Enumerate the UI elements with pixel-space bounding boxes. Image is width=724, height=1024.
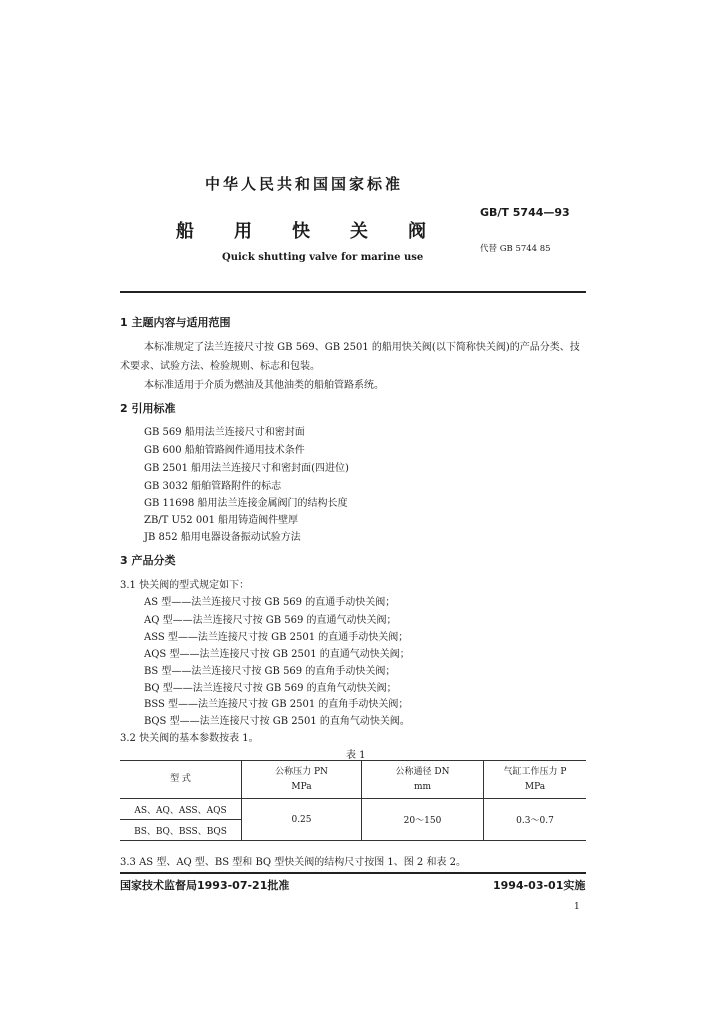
title-char: 快 [292, 221, 310, 242]
column-header-cylinder-pressure: 气缸工作压力 P MPa [484, 761, 587, 799]
valve-type-item: BSS 型——法兰连接尺寸按 GB 2501 的直角手动快关阀； [144, 699, 409, 710]
table-cell-pn: 0.25 [242, 799, 362, 841]
reference-item: GB 3032 船舶管路附件的标志 [144, 481, 282, 492]
national-standard-heading: 中华人民共和国国家标准 [205, 175, 404, 193]
reference-item: GB 2501 船用法兰连接尺寸和密封面(四进位) [144, 463, 349, 474]
clause-3-2: 3.2 快关阀的基本参数按表 1。 [120, 733, 259, 744]
valve-type-item: AS 型——法兰连接尺寸按 GB 569 的直通手动快关阀； [144, 597, 396, 608]
section-1-heading: 1 主题内容与适用范围 [120, 316, 231, 329]
table-caption: 表 1 [346, 750, 366, 761]
document-title [176, 217, 426, 243]
clause-3-1: 3.1 快关阀的型式规定如下： [120, 580, 250, 591]
header-divider [120, 291, 586, 293]
footer-divider [120, 872, 586, 874]
implementation-date: 1994-03-01实施 [493, 879, 586, 892]
valve-type-item: BS 型——法兰连接尺寸按 GB 569 的直角手动快关阀； [144, 666, 396, 677]
valve-type-item: BQS 型——法兰连接尺寸按 GB 2501 的直角气动快关阀。 [144, 716, 410, 727]
replaces-note: 代替 GB 5744 85 [480, 244, 551, 254]
section-1-paragraph: 本标准适用于介质为燃油及其他油类的船舶管路系统。 [144, 380, 384, 391]
section-1-paragraph-line: 术要求、试验方法、检验规则、标志和包装。 [120, 361, 320, 372]
section-2-heading: 2 引用标准 [120, 402, 176, 415]
title-char: 阀 [408, 221, 426, 242]
table-cell-type: AS、AQ、ASS、AQS [120, 799, 242, 820]
title-char: 用 [234, 221, 252, 242]
page-number: 1 [574, 902, 580, 912]
valve-type-item: ASS 型——法兰连接尺寸按 GB 2501 的直通手动快关阀； [144, 632, 409, 643]
valve-type-item: AQ 型——法兰连接尺寸按 GB 569 的直通气动快关阀； [144, 615, 397, 626]
title-char: 船 [176, 221, 194, 242]
section-3-heading: 3 产品分类 [120, 554, 176, 567]
column-header-type: 型 式 [120, 761, 242, 799]
reference-item: JB 852 船用电器设备振动试验方法 [144, 532, 301, 543]
english-title: Quick shutting valve for marine use [222, 252, 424, 263]
approval-date: 国家技术监督局1993-07-21批准 [120, 879, 290, 892]
column-header-nominal-pressure: 公称压力 PN MPa [242, 761, 362, 799]
reference-item: ZB/T U52 001 船用铸造阀件壁厚 [144, 515, 299, 526]
parameters-table [120, 760, 586, 841]
section-1-paragraph-line: 本标准规定了法兰连接尺寸按 GB 569、GB 2501 的船用快关阀(以下简称快关阀)的产品分类、技 [144, 342, 580, 353]
valve-type-item: AQS 型——法兰连接尺寸按 GB 2501 的直通气动快关阀； [144, 649, 410, 660]
reference-item: GB 569 船用法兰连接尺寸和密封面 [144, 427, 305, 438]
column-header-nominal-diameter: 公称通径 DN mm [362, 761, 484, 799]
standard-code: GB/T 5744—93 [480, 206, 570, 219]
table-cell-dn: 20～150 [362, 799, 484, 841]
clause-3-3: 3.3 AS 型、AQ 型、BS 型和 BQ 型快关阀的结构尺寸按图 1、图 2 和表 2。 [120, 857, 467, 868]
table-cell-p: 0.3～0.7 [484, 799, 587, 841]
reference-item: GB 600 船舶管路阀件通用技术条件 [144, 445, 305, 456]
table-cell-type: BS、BQ、BSS、BQS [120, 820, 242, 841]
reference-item: GB 11698 船用法兰连接金属阀门的结构长度 [144, 498, 348, 509]
valve-type-item: BQ 型——法兰连接尺寸按 GB 569 的直角气动快关阀； [144, 683, 397, 694]
title-char: 关 [350, 221, 368, 242]
